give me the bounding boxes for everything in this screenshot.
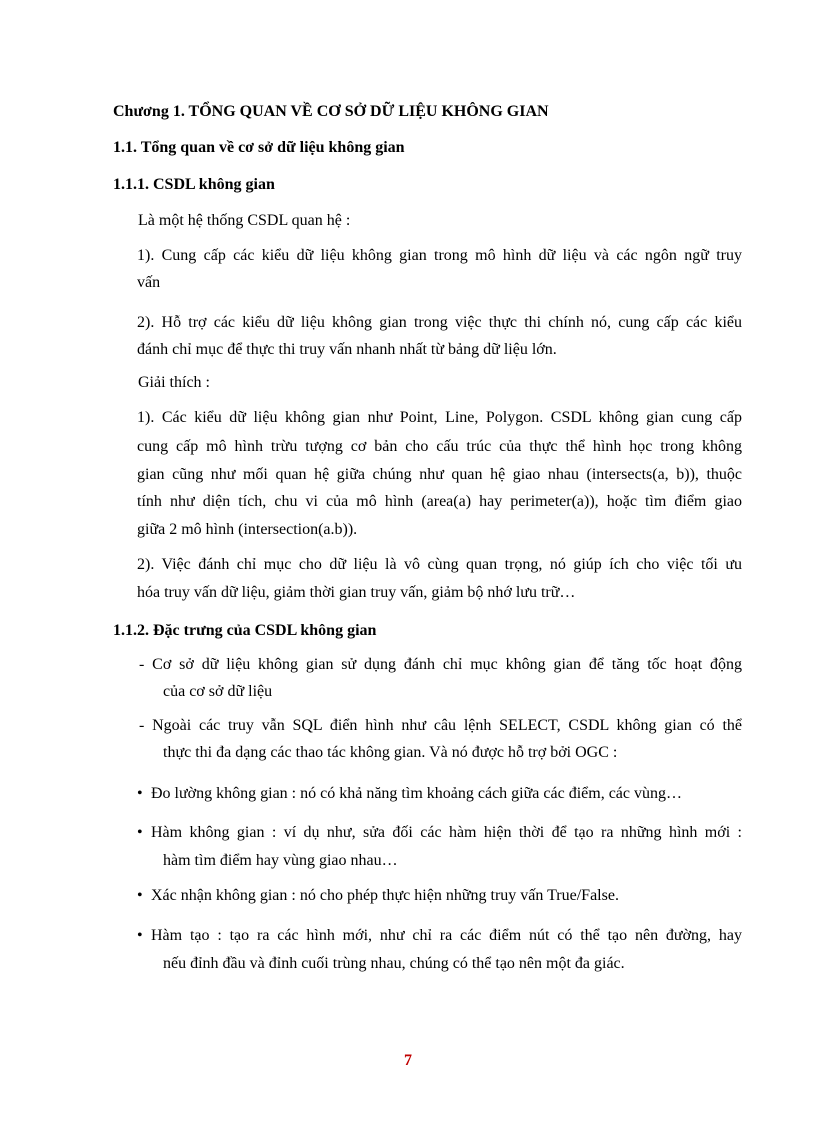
bullet-1-marker: • — [137, 785, 143, 802]
exp1-line3: gian cũng như mối quan hệ giữa chúng như quan hệ giao nhau (intersects(a, b)), thuộc — [137, 466, 742, 483]
page-number: 7 — [404, 1052, 412, 1069]
bullet-4-line1: Hàm tạo : tạo ra các hình mới, như chỉ ra các điểm nút có thể tạo nên đường, hay — [151, 927, 742, 944]
exp1-line1: 1). Các kiểu dữ liệu không gian như Point, Line, Polygon. CSDL không gian cung cấp — [137, 409, 742, 426]
bullet-3-line1: Xác nhận không gian : nó cho phép thực hiện những truy vấn True/False. — [151, 887, 619, 904]
bullet-2-line2: hàm tìm điểm hay vùng giao nhau… — [163, 852, 398, 869]
exp2-line2: hóa truy vấn dữ liệu, giảm thời gian truy vấn, giảm bộ nhớ lưu trữ… — [137, 584, 576, 601]
bullet-1-line1: Đo lường không gian : nó có khả năng tìm khoảng cách giữa các điểm, các vùng… — [151, 785, 682, 802]
item2-line2: đánh chỉ mục để thực thi truy vấn nhanh nhất từ bảng dữ liệu lớn. — [137, 341, 557, 358]
intro-text: Là một hệ thống CSDL quan hệ : — [138, 212, 351, 229]
chapter-title: Chương 1. TỔNG QUAN VỀ CƠ SỞ DỮ LIỆU KHÔNG GIAN — [113, 103, 549, 120]
exp1-line2: cung cấp mô hình trừu tượng cơ bản cho cấu trúc của thực thể hình học trong không — [137, 438, 742, 455]
dash1-line2: của cơ sở dữ liệu — [163, 683, 273, 700]
bullet-4-line2: nếu đỉnh đầu và đỉnh cuối trùng nhau, chúng có thể tạo nên một đa giác. — [163, 955, 625, 972]
explain-label: Giải thích : — [138, 374, 210, 391]
item1-line2: vấn — [137, 274, 161, 291]
dash1-line1: - Cơ sở dữ liệu không gian sử dụng đánh chỉ mục không gian để tăng tốc hoạt động — [139, 656, 742, 673]
bullet-2-marker: • — [137, 824, 143, 841]
exp1-line5: giữa 2 mô hình (intersection(a.b)). — [137, 521, 358, 538]
dash2-line1: - Ngoài các truy vẫn SQL điển hình như câu lệnh SELECT, CSDL không gian có thể — [139, 717, 742, 734]
exp1-line4: tính như diện tích, chu vi của mô hình (area(a) hay perimeter(a)), hoặc tìm điểm giao — [137, 493, 742, 510]
dash2-line2: thực thi đa dạng các thao tác không gian. Và nó được hỗ trợ bởi OGC : — [163, 744, 618, 761]
section-heading-1-1: 1.1. Tổng quan về cơ sở dữ liệu không gian — [113, 139, 405, 156]
bullet-2-line1: Hàm không gian : ví dụ như, sửa đối các hàm hiện thời để tạo ra những hình mới : — [151, 824, 742, 841]
section-heading-1-1-1: 1.1.1. CSDL không gian — [113, 176, 275, 193]
exp2-line1: 2). Việc đánh chỉ mục cho dữ liệu là vô cùng quan trọng, nó giúp ích cho việc tối ưu — [137, 556, 742, 573]
item2-line1: 2). Hỗ trợ các kiểu dữ liệu không gian trong việc thực thi chính nó, cung cấp các kiểu — [137, 314, 742, 331]
bullet-3-marker: • — [137, 887, 143, 904]
bullet-4-marker: • — [137, 927, 143, 944]
item1-line1: 1). Cung cấp các kiểu dữ liệu không gian trong mô hình dữ liệu và các ngôn ngữ truy — [137, 247, 742, 264]
section-heading-1-1-2: 1.1.2. Đặc trưng của CSDL không gian — [113, 622, 377, 639]
